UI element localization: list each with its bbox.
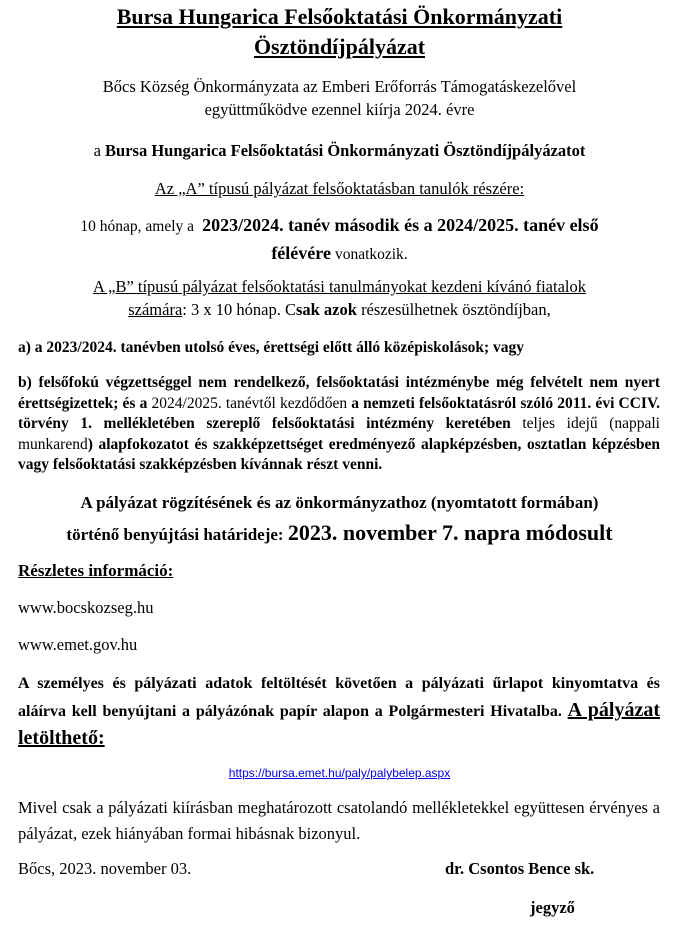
title-line-1: Bursa Hungarica Felsőoktatási Önkormányzati (116, 4, 563, 29)
intro-line-1: Bőcs Község Önkormányzata az Emberi Erőforrás Támogatáskezelővel (102, 77, 577, 96)
intro-line-2: együttműködve ezennel kiírja 2024. évre (204, 100, 475, 119)
document-title (0, 2, 679, 62)
type-b-rest-c: részesülhetnek ösztöndíjban, (356, 300, 551, 319)
type-b-heading-2: számára (128, 300, 183, 319)
link-bocskozseg[interactable]: www.bocskozseg.hu (18, 598, 154, 617)
deadline-paragraph (0, 488, 679, 550)
cond-b-part-5: ) alapfokozatot és szakképzettséget eredményező alapképzésben, osztatlan képzésben vagy felsőoktatási szakképzésben kívánnak részt venni. (18, 435, 660, 473)
title-line-2: Ösztöndíjpályázat (253, 34, 426, 59)
signer-title: jegyző (530, 898, 575, 917)
period-prefix: 10 hónap, amely a (80, 218, 195, 235)
type-b-paragraph (0, 275, 679, 321)
type-b-rest-bold: sak azok (295, 300, 357, 319)
submit-text: A személyes és pályázati adatok feltöltését követően a pályázati űrlapot kinyomtatva és aláírva kell benyújtani a pályázónak papír alapon a Polgármesteri Hivatalba. (18, 675, 660, 720)
cond-b-part-1: b) felsőfokú végzettséggel nem rendelkező, felsőoktatási intézménybe még felvételt nem nyert érettségizettek; és a (18, 374, 660, 412)
deadline-line-2-a: történő benyújtási határideje: (66, 525, 288, 544)
download-url-link[interactable]: https://bursa.emet.hu/paly/palybelep.aspx (228, 766, 451, 780)
cond-b-part-3: a nemzeti felsőoktatásról szóló 2011. évi CCIV. törvény 1. mellékletében szereplő felsőoktatási intézmény keretében (18, 394, 661, 432)
period-paragraph (0, 212, 679, 268)
call-title: Bursa Hungarica Felsőoktatási Önkormányzati Ösztöndíjpályázatot (105, 141, 586, 160)
call-line (0, 139, 679, 162)
signer-name: dr. Csontos Bence sk. (445, 859, 595, 878)
condition-b (18, 373, 660, 476)
submit-paragraph (18, 670, 660, 753)
deadline-date: 2023. november 7. napra módosult (287, 520, 613, 545)
link-emet[interactable]: www.emet.gov.hu (18, 635, 138, 654)
deadline-line-1: A pályázat rögzítésének és az önkormányzathoz (nyomtatott formában) (80, 493, 599, 512)
condition-a: a) a 2023/2024. tanévben utolsó éves, érettségi előtt álló középiskolások; vagy (18, 339, 525, 356)
period-bold-2: félévére (271, 243, 331, 263)
type-b-heading-1: A „B” típusú pályázat felsőoktatási tanulmányokat kezdeni kívánó fiatalok (92, 277, 587, 296)
period-suffix: vonatkozik. (334, 246, 408, 263)
cond-b-part-4: teljes idejű (nappali munkarend (18, 415, 660, 453)
period-bold-1: 2023/2024. tanév második és a 2024/2025. tanév első (202, 215, 599, 235)
download-url-line (0, 764, 679, 782)
type-b-rest-a: : 3 x 10 hónap. C (182, 300, 296, 319)
validity-paragraph: Mivel csak a pályázati kiírásban meghatározott csatolandó mellékletekkel együttesen érvényes a pályázat, ezek hiányában formai hibásnak bizonyul. (18, 798, 660, 843)
info-heading: Részletes információ: (18, 561, 174, 580)
place-date: Bőcs, 2023. november 03. (18, 859, 192, 878)
download-text: A pályázat letölthető: (18, 699, 661, 749)
type-a-heading: Az „A” típusú pályázat felsőoktatásban tanulók részére: (154, 179, 525, 198)
cond-b-part-2: 2024/2025. tanévtől kezdődően (147, 394, 352, 412)
intro-paragraph (0, 75, 679, 121)
call-prefix: a (93, 141, 101, 160)
